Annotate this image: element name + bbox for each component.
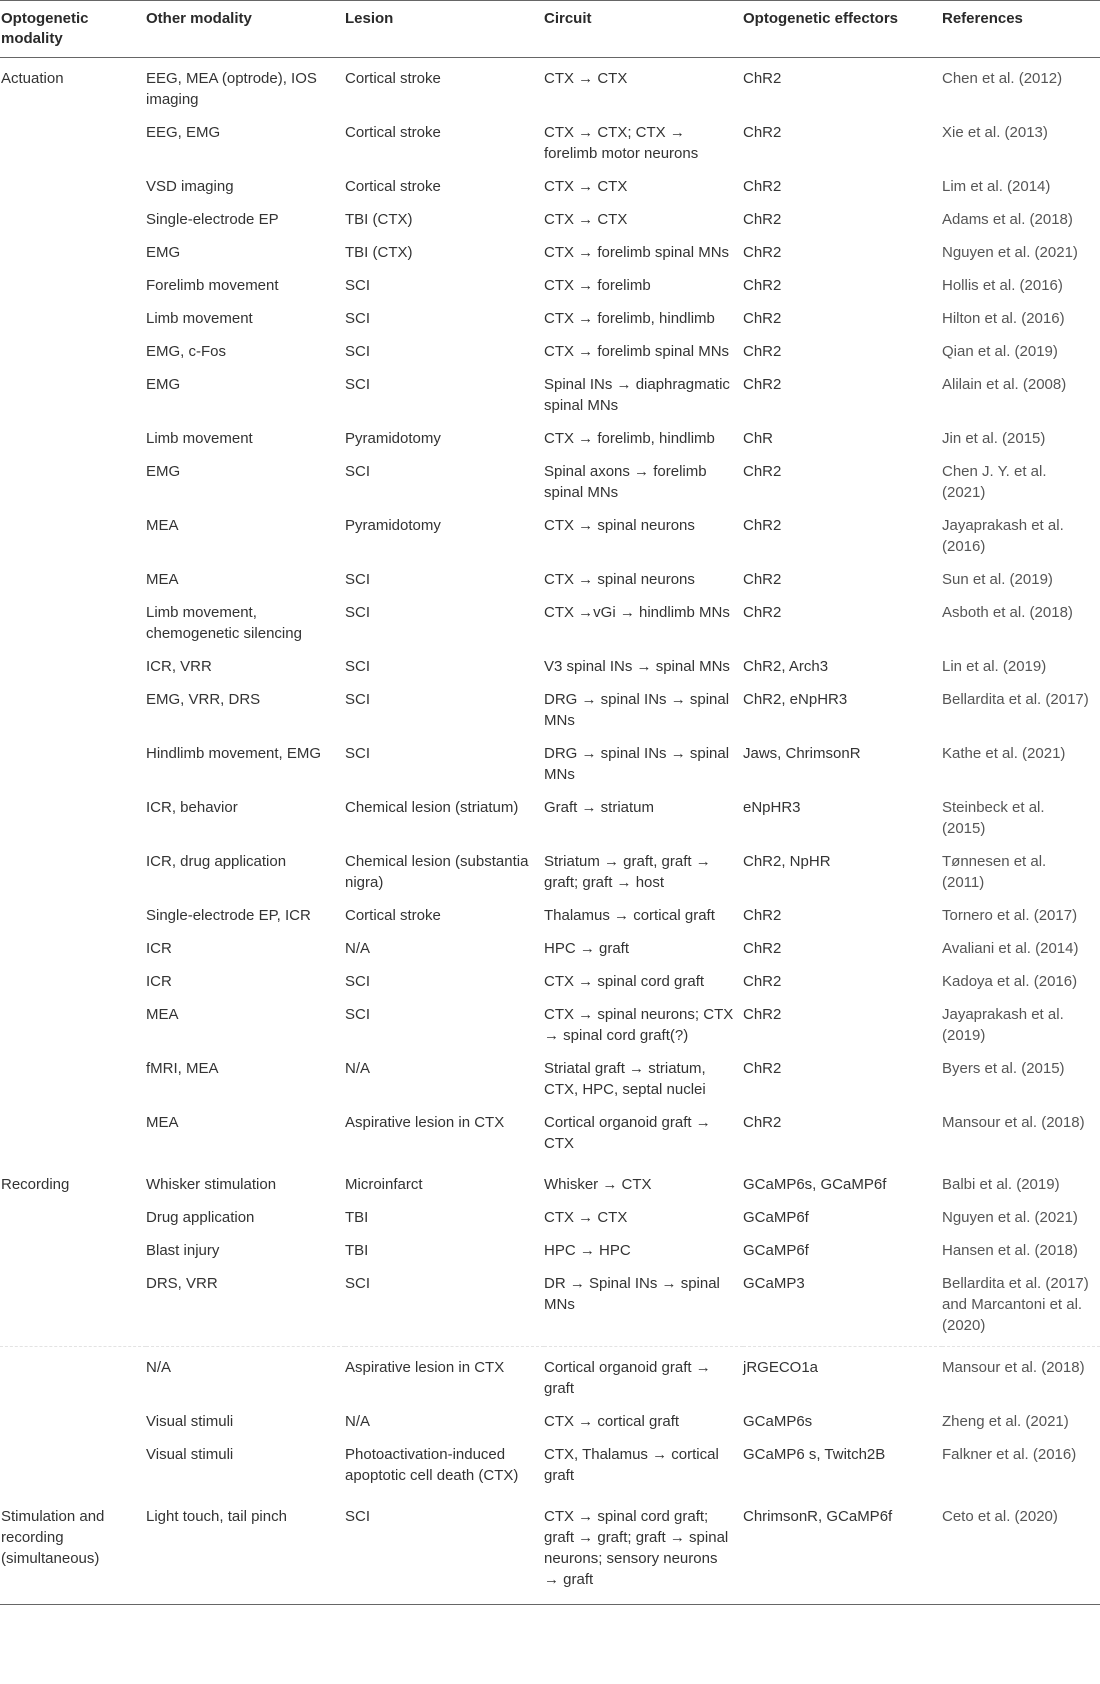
cell-lesion: TBI (CTX) [345, 211, 413, 228]
cell-lesion: SCI [345, 343, 371, 360]
cell-optogenetic-modality [0, 116, 146, 170]
cell-circuit: CTX → cortical graft [544, 1413, 680, 1430]
cell-reference: Mansour et al. (2018) [942, 1359, 1085, 1376]
cell-optogenetic-modality [0, 1201, 146, 1234]
cell-optogenetic-effectors: ChR2, eNpHR3 [743, 691, 848, 708]
cell-circuit: CTX →vGi → hindlimb MNs [544, 604, 730, 621]
table-row [0, 509, 1100, 563]
header-optogenetic-effectors: Optogenetic effectors [743, 10, 899, 27]
header-circuit: Circuit [544, 10, 592, 27]
cell-lesion: Pyramidotomy [345, 517, 441, 534]
cell-reference: Kadoya et al. (2016) [942, 973, 1078, 990]
cell-other-modality: EEG, EMG [146, 124, 221, 141]
cell-reference: Steinbeck et al. (2015) [942, 799, 1045, 837]
cell-other-modality: Limb movement [146, 310, 253, 327]
cell-optogenetic-effectors: GCaMP6s, GCaMP6f [743, 1176, 887, 1193]
cell-optogenetic-modality [0, 737, 146, 791]
cell-lesion: SCI [345, 1508, 371, 1525]
cell-circuit: CTX → forelimb spinal MNs [544, 343, 730, 360]
cell-other-modality: Visual stimuli [146, 1413, 234, 1430]
cell-circuit: CTX → CTX [544, 178, 628, 195]
table-row [0, 845, 1100, 899]
cell-other-modality: Single-electrode EP, ICR [146, 907, 311, 924]
table-row [0, 58, 1100, 117]
cell-optogenetic-modality [0, 791, 146, 845]
table-row [0, 1234, 1100, 1267]
cell-circuit: DR → Spinal INs → spinal MNs [544, 1275, 720, 1313]
cell-optogenetic-modality [0, 1405, 146, 1438]
cell-circuit: CTX → CTX; CTX → forelimb motor neurons [544, 124, 699, 162]
cell-optogenetic-modality [0, 650, 146, 683]
cell-reference: Bellardita et al. (2017) and Marcantoni et al. (2020) [942, 1275, 1089, 1334]
cell-reference: Jayaprakash et al. (2016) [942, 517, 1064, 555]
cell-other-modality: EEG, MEA (optrode), IOS imaging [146, 70, 317, 108]
header-row [0, 1, 1100, 58]
cell-optogenetic-modality [0, 1267, 146, 1347]
cell-lesion: Pyramidotomy [345, 430, 441, 447]
cell-optogenetic-modality [0, 998, 146, 1052]
cell-lesion: N/A [345, 1413, 371, 1430]
cell-reference: Falkner et al. (2016) [942, 1446, 1077, 1463]
cell-optogenetic-effectors: GCaMP6f [743, 1242, 809, 1259]
cell-lesion: Photoactivation-induced apoptotic cell death (CTX) [345, 1446, 519, 1484]
cell-other-modality: ICR [146, 973, 172, 990]
cell-optogenetic-modality [0, 368, 146, 422]
cell-lesion: SCI [345, 277, 371, 294]
cell-optogenetic-modality [0, 203, 146, 236]
cell-lesion: SCI [345, 604, 371, 621]
table-row [0, 737, 1100, 791]
table-row [0, 236, 1100, 269]
cell-optogenetic-effectors: ChR2 [743, 1114, 782, 1131]
cell-circuit: CTX → spinal neurons [544, 571, 695, 588]
table-row [0, 170, 1100, 203]
table-row [0, 302, 1100, 335]
cell-optogenetic-modality [0, 1106, 146, 1164]
cell-circuit: Spinal axons → forelimb spinal MNs [544, 463, 707, 501]
cell-reference: Hollis et al. (2016) [942, 277, 1063, 294]
table-row [0, 650, 1100, 683]
cell-circuit: CTX → spinal neurons [544, 517, 695, 534]
cell-lesion: Cortical stroke [345, 124, 441, 141]
table-header [0, 1, 1100, 58]
cell-optogenetic-modality [0, 455, 146, 509]
cell-other-modality: ICR, VRR [146, 658, 212, 675]
cell-optogenetic-modality [0, 563, 146, 596]
cell-optogenetic-effectors: ChR2 [743, 571, 782, 588]
cell-reference: Sun et al. (2019) [942, 571, 1053, 588]
cell-reference: Hilton et al. (2016) [942, 310, 1065, 327]
cell-circuit: CTX → forelimb [544, 277, 651, 294]
header-optogenetic-modality: Optogenetic modality [1, 10, 89, 47]
cell-circuit: HPC → graft [544, 940, 630, 957]
cell-circuit: CTX → spinal neurons; CTX → spinal cord graft(?) [544, 1006, 734, 1044]
cell-other-modality: EMG, c-Fos [146, 343, 227, 360]
cell-other-modality: EMG [146, 376, 181, 393]
cell-optogenetic-effectors: ChR2 [743, 211, 782, 228]
cell-circuit: CTX, Thalamus → cortical graft [544, 1446, 719, 1484]
cell-reference: Adams et al. (2018) [942, 211, 1073, 228]
table-row [0, 455, 1100, 509]
cell-reference: Nguyen et al. (2021) [942, 244, 1078, 261]
table-row [0, 998, 1100, 1052]
cell-lesion: Aspirative lesion in CTX [345, 1114, 505, 1131]
cell-circuit: CTX → spinal cord graft [544, 973, 705, 990]
table-row [0, 1405, 1100, 1438]
cell-other-modality: Whisker stimulation [146, 1176, 277, 1193]
table-row [0, 335, 1100, 368]
cell-other-modality: Light touch, tail pinch [146, 1508, 287, 1525]
cell-optogenetic-modality [0, 1052, 146, 1106]
cell-reference: Mansour et al. (2018) [942, 1114, 1085, 1131]
cell-optogenetic-modality [0, 236, 146, 269]
cell-other-modality: Limb movement [146, 430, 253, 447]
cell-circuit: CTX → spinal cord graft; graft → graft; graft → spinal neurons; sensory neurons → graft [544, 1508, 729, 1588]
cell-lesion: SCI [345, 745, 371, 762]
cell-optogenetic-effectors: GCaMP6s [743, 1413, 813, 1430]
cell-other-modality: ICR, drug application [146, 853, 287, 870]
table-row [0, 596, 1100, 650]
cell-optogenetic-effectors: ChR2 [743, 517, 782, 534]
cell-reference: Jin et al. (2015) [942, 430, 1046, 447]
cell-optogenetic-effectors: ChR2 [743, 310, 782, 327]
cell-circuit: CTX → CTX [544, 70, 628, 87]
cell-lesion: TBI [345, 1242, 369, 1259]
cell-lesion: SCI [345, 1006, 371, 1023]
cell-other-modality: Forelimb movement [146, 277, 279, 294]
cell-optogenetic-effectors: ChrimsonR, GCaMP6f [743, 1508, 893, 1525]
cell-circuit: Striatal graft → striatum, CTX, HPC, septal nuclei [544, 1060, 706, 1098]
cell-optogenetic-modality: Stimulation and recording (simultaneous) [1, 1508, 105, 1567]
cell-lesion: SCI [345, 691, 371, 708]
cell-optogenetic-modality [0, 965, 146, 998]
cell-optogenetic-effectors: eNpHR3 [743, 799, 801, 816]
cell-circuit: DRG → spinal INs → spinal MNs [544, 745, 730, 783]
cell-optogenetic-effectors: ChR2 [743, 277, 782, 294]
cell-optogenetic-modality [0, 509, 146, 563]
cell-optogenetic-modality [0, 899, 146, 932]
cell-lesion: SCI [345, 571, 371, 588]
cell-optogenetic-effectors: ChR2 [743, 973, 782, 990]
cell-circuit: Whisker → CTX [544, 1176, 652, 1193]
cell-other-modality: Single-electrode EP [146, 211, 279, 228]
cell-circuit: Thalamus → cortical graft [544, 907, 715, 924]
cell-reference: Tornero et al. (2017) [942, 907, 1078, 924]
cell-optogenetic-effectors: jRGECO1a [743, 1359, 819, 1376]
table-row [0, 422, 1100, 455]
cell-lesion: Chemical lesion (substantia nigra) [345, 853, 529, 891]
cell-reference: Qian et al. (2019) [942, 343, 1058, 360]
cell-optogenetic-effectors: ChR2 [743, 463, 782, 480]
cell-lesion: Cortical stroke [345, 70, 441, 87]
table-row [0, 932, 1100, 965]
cell-optogenetic-effectors: ChR2 [743, 1006, 782, 1023]
cell-other-modality: fMRI, MEA [146, 1060, 219, 1077]
cell-lesion: Microinfarct [345, 1176, 423, 1193]
cell-lesion: Aspirative lesion in CTX [345, 1359, 505, 1376]
cell-optogenetic-effectors: ChR2 [743, 376, 782, 393]
cell-reference: Xie et al. (2013) [942, 124, 1048, 141]
table-body [0, 58, 1100, 1605]
cell-other-modality: EMG [146, 244, 181, 261]
cell-reference: Alilain et al. (2008) [942, 376, 1067, 393]
cell-optogenetic-effectors: ChR [743, 430, 774, 447]
cell-reference: Ceto et al. (2020) [942, 1508, 1058, 1525]
table-row [0, 899, 1100, 932]
cell-circuit: HPC → HPC [544, 1242, 631, 1259]
cell-optogenetic-effectors: ChR2 [743, 124, 782, 141]
cell-optogenetic-modality [0, 170, 146, 203]
cell-reference: Avaliani et al. (2014) [942, 940, 1079, 957]
cell-circuit: Cortical organoid graft → graft [544, 1359, 711, 1397]
cell-other-modality: MEA [146, 1114, 179, 1131]
cell-reference: Zheng et al. (2021) [942, 1413, 1069, 1430]
cell-lesion: Cortical stroke [345, 178, 441, 195]
cell-other-modality: MEA [146, 1006, 179, 1023]
cell-circuit: Cortical organoid graft → CTX [544, 1114, 711, 1152]
cell-optogenetic-modality [0, 335, 146, 368]
table-row [0, 203, 1100, 236]
cell-other-modality: Limb movement, chemogenetic silencing [146, 604, 302, 642]
cell-optogenetic-effectors: ChR2 [743, 604, 782, 621]
cell-other-modality: ICR [146, 940, 172, 957]
cell-optogenetic-effectors: ChR2, Arch3 [743, 658, 829, 675]
cell-lesion: N/A [345, 1060, 371, 1077]
cell-other-modality: EMG [146, 463, 181, 480]
cell-optogenetic-effectors: ChR2 [743, 178, 782, 195]
cell-reference: Kathe et al. (2021) [942, 745, 1066, 762]
cell-other-modality: Hindlimb movement, EMG [146, 745, 322, 762]
cell-circuit: CTX → CTX [544, 211, 628, 228]
cell-optogenetic-modality [0, 683, 146, 737]
cell-optogenetic-effectors: Jaws, ChrimsonR [743, 745, 861, 762]
cell-other-modality: Visual stimuli [146, 1446, 234, 1463]
cell-reference: Balbi et al. (2019) [942, 1176, 1060, 1193]
header-other-modality: Other modality [146, 10, 252, 27]
table-row [0, 791, 1100, 845]
cell-reference: Bellardita et al. (2017) [942, 691, 1089, 708]
cell-optogenetic-modality [0, 845, 146, 899]
cell-optogenetic-modality [0, 1347, 146, 1406]
cell-reference: Nguyen et al. (2021) [942, 1209, 1078, 1226]
table-row [0, 1347, 1100, 1406]
cell-optogenetic-modality [0, 1234, 146, 1267]
cell-other-modality: EMG, VRR, DRS [146, 691, 261, 708]
cell-optogenetic-modality [0, 269, 146, 302]
cell-optogenetic-modality: Recording [1, 1176, 70, 1193]
cell-other-modality: MEA [146, 517, 179, 534]
cell-circuit: CTX → forelimb, hindlimb [544, 430, 715, 447]
cell-other-modality: DRS, VRR [146, 1275, 218, 1292]
cell-optogenetic-effectors: ChR2 [743, 343, 782, 360]
table-row [0, 1106, 1100, 1164]
table-row [0, 965, 1100, 998]
cell-circuit: CTX → forelimb spinal MNs [544, 244, 730, 261]
cell-circuit: Striatum → graft, graft → graft; graft → host [544, 853, 711, 891]
cell-lesion: SCI [345, 973, 371, 990]
cell-circuit: Graft → striatum [544, 799, 655, 816]
cell-lesion: SCI [345, 376, 371, 393]
cell-other-modality: ICR, behavior [146, 799, 238, 816]
cell-optogenetic-modality [0, 302, 146, 335]
cell-lesion: Cortical stroke [345, 907, 441, 924]
cell-lesion: SCI [345, 310, 371, 327]
table-row [0, 1164, 1100, 1201]
cell-optogenetic-effectors: GCaMP3 [743, 1275, 805, 1292]
cell-lesion: Chemical lesion (striatum) [345, 799, 519, 816]
cell-other-modality: MEA [146, 571, 179, 588]
cell-optogenetic-modality [0, 932, 146, 965]
cell-circuit: DRG → spinal INs → spinal MNs [544, 691, 730, 729]
table-row [0, 1052, 1100, 1106]
cell-optogenetic-effectors: GCaMP6 s, Twitch2B [743, 1446, 886, 1463]
cell-optogenetic-modality: Actuation [1, 70, 64, 87]
table-row [0, 1201, 1100, 1234]
cell-lesion: SCI [345, 463, 371, 480]
table-row [0, 116, 1100, 170]
cell-reference: Chen J. Y. et al. (2021) [942, 463, 1047, 501]
cell-reference: Hansen et al. (2018) [942, 1242, 1078, 1259]
table-row [0, 1496, 1100, 1605]
cell-reference: Lim et al. (2014) [942, 178, 1051, 195]
cell-optogenetic-modality [0, 596, 146, 650]
cell-reference: Lin et al. (2019) [942, 658, 1047, 675]
cell-other-modality: VSD imaging [146, 178, 234, 195]
cell-lesion: SCI [345, 658, 371, 675]
cell-other-modality: Drug application [146, 1209, 255, 1226]
table-row [0, 563, 1100, 596]
cell-other-modality: N/A [146, 1359, 172, 1376]
cell-circuit: V3 spinal INs → spinal MNs [544, 658, 730, 675]
table-row [0, 1267, 1100, 1347]
cell-optogenetic-effectors: ChR2 [743, 244, 782, 261]
cell-circuit: Spinal INs → diaphragmatic spinal MNs [544, 376, 730, 414]
cell-optogenetic-modality [0, 422, 146, 455]
cell-circuit: CTX → forelimb, hindlimb [544, 310, 715, 327]
cell-reference: Asboth et al. (2018) [942, 604, 1073, 621]
table-row [0, 1438, 1100, 1496]
cell-reference: Byers et al. (2015) [942, 1060, 1065, 1077]
header-lesion: Lesion [345, 10, 394, 27]
table-row [0, 269, 1100, 302]
cell-optogenetic-modality [0, 1438, 146, 1496]
cell-reference: Tønnesen et al. (2011) [942, 853, 1047, 891]
cell-circuit: CTX → CTX [544, 1209, 628, 1226]
cell-other-modality: Blast injury [146, 1242, 220, 1259]
cell-lesion: TBI [345, 1209, 369, 1226]
cell-reference: Jayaprakash et al. (2019) [942, 1006, 1064, 1044]
cell-optogenetic-effectors: ChR2 [743, 1060, 782, 1077]
cell-reference: Chen et al. (2012) [942, 70, 1063, 87]
cell-lesion: TBI (CTX) [345, 244, 413, 261]
cell-optogenetic-effectors: ChR2 [743, 70, 782, 87]
cell-lesion: N/A [345, 940, 371, 957]
cell-optogenetic-effectors: GCaMP6f [743, 1209, 809, 1226]
cell-lesion: SCI [345, 1275, 371, 1292]
table-row [0, 683, 1100, 737]
cell-optogenetic-effectors: ChR2 [743, 940, 782, 957]
table-row [0, 368, 1100, 422]
header-references: References [942, 10, 1023, 27]
cell-optogenetic-effectors: ChR2 [743, 907, 782, 924]
cell-optogenetic-effectors: ChR2, NpHR [743, 853, 831, 870]
